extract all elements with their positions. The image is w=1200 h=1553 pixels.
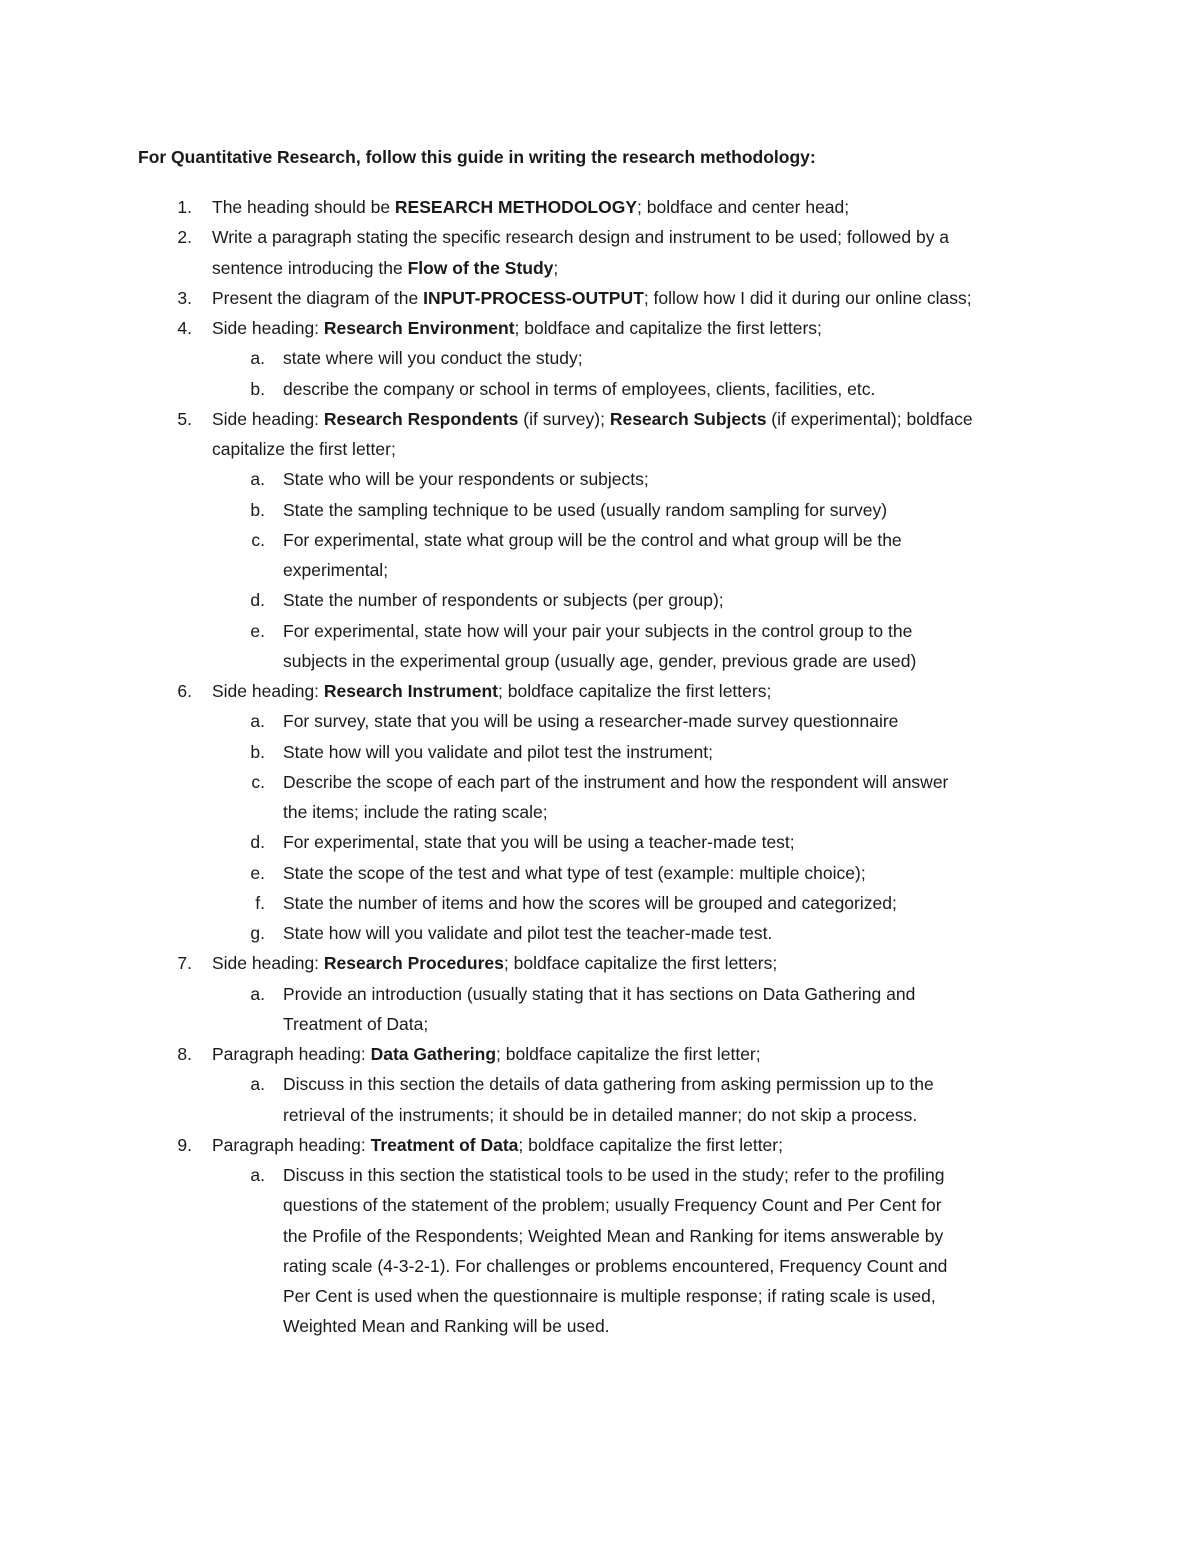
list-marker: a.	[250, 1165, 265, 1185]
list-item-line	[212, 315, 822, 341]
text-run: Write a paragraph stating the specific research design and instrument to be used; followed by a	[212, 227, 950, 247]
bold-term: Research Respondents	[323, 409, 519, 429]
list-item-line	[283, 648, 916, 674]
list-marker: 9.	[177, 1135, 192, 1155]
list-marker: f.	[255, 893, 265, 913]
list-item-line	[283, 466, 649, 492]
list-item-line	[283, 1223, 943, 1249]
text-run: ; boldface capitalize the first letter;	[518, 1135, 783, 1155]
text-run: State the sampling technique to be used (usually random sampling for survey)	[283, 500, 888, 520]
text-run: ; boldface and center head;	[637, 197, 850, 217]
list-marker: 5.	[177, 409, 192, 429]
list-item-line	[283, 708, 898, 734]
text-run: ; follow how I did it during our online class;	[643, 288, 972, 308]
list-marker: c.	[251, 772, 265, 792]
text-run: The heading should be	[212, 197, 395, 217]
text-run: State who will be your respondents or subjects;	[283, 469, 649, 489]
text-run: Weighted Mean and Ranking will be used.	[283, 1316, 610, 1336]
list-marker: b.	[250, 500, 265, 520]
text-run: For survey, state that you will be using a researcher-made survey questionnaire	[283, 711, 899, 731]
bold-term: Flow of the Study	[407, 258, 554, 278]
list-marker: c.	[251, 530, 265, 550]
text-run: describe the company or school in terms of employees, clients, facilities, etc.	[283, 379, 876, 399]
text-run: Describe the scope of each part of the instrument and how the respondent will answer	[283, 772, 949, 792]
list-item-line	[212, 224, 949, 250]
text-run: For experimental, state how will your pair your subjects in the control group to the	[283, 621, 913, 641]
list-marker: e.	[250, 863, 265, 883]
list-item-line	[283, 890, 897, 916]
list-marker: b.	[250, 742, 265, 762]
list-item-line	[283, 1313, 610, 1339]
list-item-line	[283, 739, 713, 765]
text-run: ; boldface capitalize the first letter;	[496, 1044, 761, 1064]
bold-term: RESEARCH METHODOLOGY	[394, 197, 638, 217]
list-marker: 1.	[177, 197, 192, 217]
list-marker: d.	[250, 832, 265, 852]
text-run: rating scale (4-3-2-1). For challenges or problems encountered, Frequency Count and	[283, 1256, 948, 1276]
bold-term: Data Gathering	[370, 1044, 497, 1064]
list-item-line	[283, 497, 887, 523]
text-run: Provide an introduction (usually stating that it has sections on Data Gathering and	[283, 984, 916, 1004]
list-item-line	[212, 406, 973, 432]
text-run: State the number of respondents or subjects (per group);	[283, 590, 724, 610]
text-run: State the number of items and how the scores will be grouped and categorized;	[283, 893, 897, 913]
list-item-line	[212, 285, 972, 311]
list-marker: 8.	[177, 1044, 192, 1064]
list-marker: a.	[250, 1074, 265, 1094]
text-run: capitalize the first letter;	[212, 439, 396, 459]
text-run: retrieval of the instruments; it should be in detailed manner; do not skip a process.	[283, 1105, 918, 1125]
bold-term: Research Subjects	[609, 409, 767, 429]
text-run: Side heading:	[212, 318, 324, 338]
list-marker: d.	[250, 590, 265, 610]
list-marker: 3.	[177, 288, 192, 308]
text-run: For experimental, state that you will be using a teacher-made test;	[283, 832, 795, 852]
text-run: ; boldface capitalize the first letters;	[503, 953, 778, 973]
list-item-line	[212, 255, 558, 281]
text-run: questions of the statement of the problem; usually Frequency Count and Per Cent for	[283, 1195, 942, 1215]
text-run: (if survey);	[518, 409, 610, 429]
list-item-line	[283, 527, 902, 553]
list-item-line	[283, 1283, 936, 1309]
text-run: Discuss in this section the details of data gathering from asking permission up to the	[283, 1074, 934, 1094]
list-marker: 2.	[177, 227, 192, 247]
text-run: State how will you validate and pilot test the teacher-made test.	[283, 923, 773, 943]
text-run: ; boldface capitalize the first letters;	[498, 681, 772, 701]
list-marker: 6.	[177, 681, 192, 701]
bold-term: Treatment of Data	[370, 1135, 519, 1155]
list-marker: b.	[250, 379, 265, 399]
list-marker: a.	[250, 711, 265, 731]
text-run: Side heading:	[212, 953, 324, 973]
list-marker: 4.	[177, 318, 192, 338]
list-marker: e.	[250, 621, 265, 641]
text-run: State the scope of the test and what type of test (example: multiple choice);	[283, 863, 866, 883]
text-run: Present the diagram of the	[212, 288, 424, 308]
list-item-line	[283, 1162, 944, 1188]
list-item-line	[283, 1102, 917, 1128]
list-item-line	[283, 345, 583, 371]
text-run: Side heading:	[212, 409, 324, 429]
list-item-line	[283, 376, 875, 402]
list-item-line	[283, 799, 548, 825]
list-item-line	[212, 678, 771, 704]
text-run: State how will you validate and pilot test the instrument;	[283, 742, 713, 762]
list-marker: a.	[250, 348, 265, 368]
list-marker: 7.	[177, 953, 192, 973]
list-item-line	[212, 194, 849, 220]
text-run: Discuss in this section the statistical tools to be used in the study; refer to the profiling	[283, 1165, 945, 1185]
bold-term: Research Instrument	[323, 681, 498, 701]
document-heading: For Quantitative Research, follow this guide in writing the research methodology:	[138, 147, 816, 167]
bold-term: Research Procedures	[323, 953, 504, 973]
list-item-line	[212, 1132, 783, 1158]
list-marker: a.	[250, 469, 265, 489]
text-run: For experimental, state what group will be the control and what group will be the	[283, 530, 902, 550]
text-run: Paragraph heading:	[212, 1135, 371, 1155]
list-item-line	[283, 587, 724, 613]
list-item-line	[283, 829, 795, 855]
list-marker: g.	[250, 923, 265, 943]
text-run: the items; include the rating scale;	[283, 802, 548, 822]
text-run: sentence introducing the	[212, 258, 408, 278]
text-run: (if experimental); boldface	[766, 409, 973, 429]
text-run: Per Cent is used when the questionnaire is multiple response; if rating scale is used,	[283, 1286, 936, 1306]
text-run: ;	[553, 258, 559, 278]
list-item-line	[212, 436, 396, 462]
list-item-line	[283, 1253, 947, 1279]
list-marker: a.	[250, 984, 265, 1004]
list-item-line	[283, 618, 912, 644]
list-item-line	[212, 950, 777, 976]
text-run: experimental;	[283, 560, 389, 580]
list-item-line	[283, 557, 388, 583]
list-item-line	[283, 769, 948, 795]
text-run: Paragraph heading:	[212, 1044, 371, 1064]
bold-term: Research Environment	[323, 318, 515, 338]
text-run: the Profile of the Respondents; Weighted Mean and Ranking for items answerable by	[283, 1226, 944, 1246]
text-run: Side heading:	[212, 681, 324, 701]
text-run: Treatment of Data;	[283, 1014, 429, 1034]
list-item-line	[212, 1041, 761, 1067]
text-run: ; boldface and capitalize the first letters;	[514, 318, 822, 338]
text-run: state where will you conduct the study;	[283, 348, 583, 368]
text-run: subjects in the experimental group (usually age, gender, previous grade are used)	[283, 651, 917, 671]
list-item-line	[283, 1071, 934, 1097]
bold-term: INPUT-PROCESS-OUTPUT	[423, 288, 644, 308]
list-item-line	[283, 920, 772, 946]
list-item-line	[283, 1011, 428, 1037]
list-item-line	[283, 1192, 942, 1218]
list-item-line	[283, 860, 866, 886]
list-item-line	[283, 981, 915, 1007]
